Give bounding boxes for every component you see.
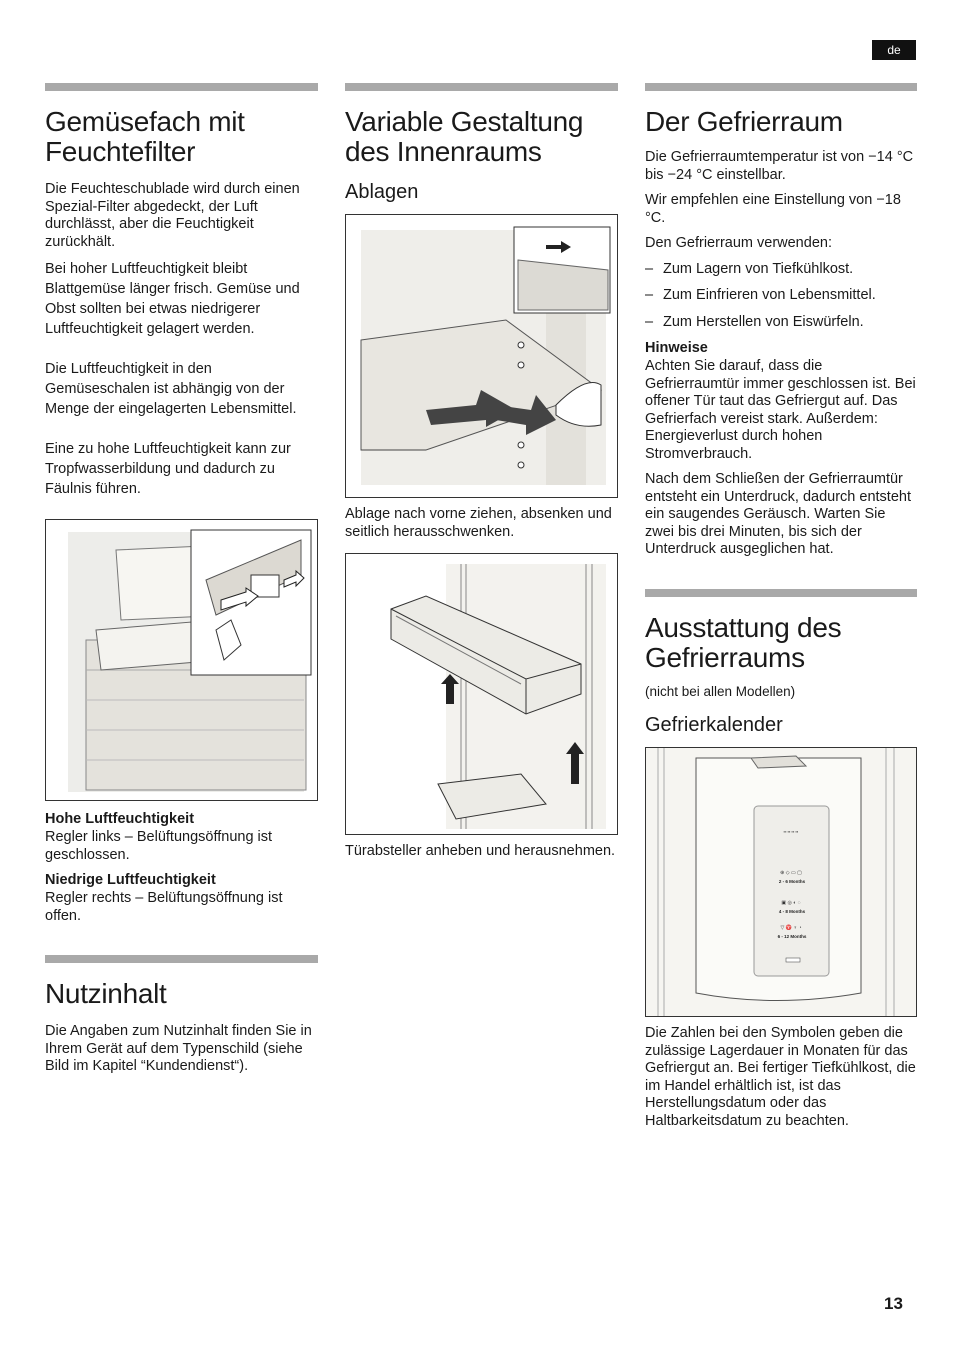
label-high-humidity: Hohe Luftfeuchtigkeit bbox=[45, 811, 195, 827]
section-title-vegetable-drawer: Gemüsefach mit Feuchtefilter bbox=[45, 106, 245, 167]
usage-list bbox=[645, 261, 917, 332]
note-models: (nicht bei allen Modellen) bbox=[645, 683, 796, 699]
paragraph: Wir empfehlen eine Einstellung von −18 °C. bbox=[645, 192, 901, 226]
paragraph: Eine zu hohe Luftfeuchtigkeit kann zur Tropfwasserbildung und dadurch zu Fäulnis führen. bbox=[45, 441, 291, 497]
svg-text:▪▪ ▪▪ ▪▪ ▪▪: ▪▪ ▪▪ ▪▪ ▪▪ bbox=[783, 829, 799, 834]
paragraph: Die Luftfeuchtigkeit in den Gemüseschalen ist abhängig von der Menge der eingelagerten Lebensmittel. bbox=[45, 361, 297, 417]
list-item: – Zum Lagern von Tiefkühlkost. bbox=[645, 261, 917, 279]
section-rule bbox=[345, 83, 618, 91]
list-item: – Zum Herstellen von Eiswürfeln. bbox=[645, 314, 917, 332]
language-badge: de bbox=[872, 40, 916, 60]
section-title-capacity: Nutzinhalt bbox=[45, 978, 167, 1009]
label-low-humidity: Niedrige Luftfeuchtigkeit bbox=[45, 872, 216, 888]
subtitle-freezer-calendar: Gefrierkalender bbox=[645, 714, 783, 736]
calendar-row-label: 6 - 12 Months bbox=[777, 934, 807, 939]
text-high-humidity: Regler links – Belüftungsöffnung ist geschlossen. bbox=[45, 829, 273, 863]
page-number: 13 bbox=[884, 1294, 903, 1313]
paragraph-calendar: Die Zahlen bei den Symbolen geben die zulässige Lagerdauer in Monaten für das Gefriergut an. Bei fertiger Tiefkühlkost, die im Handel erhältlich ist, ist das Herstellungsdatum oder das Haltbarkeitsdatum zu beachten. bbox=[645, 1025, 916, 1129]
paragraph: Die Feuchteschublade wird durch einen Spezial-Filter abgedeckt, der Luft durchlässt, aber die Feuchtigkeit zurückhält. bbox=[45, 181, 300, 250]
shelf-illustration bbox=[345, 214, 618, 498]
svg-text:⊕ ◇ ▭ ▢: ⊕ ◇ ▭ ▢ bbox=[780, 870, 802, 876]
door-rack-illustration bbox=[345, 553, 618, 835]
list-item: – Zum Einfrieren von Lebensmittel. bbox=[645, 287, 917, 305]
notes-label: Hinweise bbox=[645, 340, 708, 356]
section-rule bbox=[645, 83, 917, 91]
svg-text:▣ ◎ ◐ ◌: ▣ ◎ ◐ ◌ bbox=[781, 900, 801, 906]
vegetable-drawer-illustration bbox=[45, 519, 318, 801]
paragraph: Die Gefrierraumtemperatur ist von −14 °C bis −24 °C einstellbar. bbox=[645, 149, 914, 183]
section-title-freezer: Der Gefrierraum bbox=[645, 106, 843, 137]
section-title-interior-layout: Variable Gestaltung des Innenraums bbox=[345, 106, 584, 167]
paragraph: Die Angaben zum Nutzinhalt finden Sie in Ihrem Gerät auf dem Typenschild (siehe Bild im Kapitel “Kundendienst“). bbox=[45, 1023, 312, 1074]
column-vegetable-drawer bbox=[45, 83, 318, 1084]
section-title-freezer-equipment: Ausstattung des Gefrierraums bbox=[645, 611, 842, 673]
section-rule bbox=[45, 83, 318, 91]
svg-text:▽ ♈ ♆ ◔: ▽ ♈ ♆ ◔ bbox=[780, 925, 802, 931]
column-interior-layout bbox=[345, 83, 618, 869]
freezer-calendar-illustration bbox=[645, 747, 917, 1017]
note: Nach dem Schließen der Gefrierraumtür entsteht ein Unterdruck, dadurch entsteht ein saugendes Geräusch. Warten Sie zwei bis drei Minuten, bis sich der Unterdruck ausgeglichen hat. bbox=[645, 471, 911, 557]
calendar-row-label: 2 - 6 Months bbox=[778, 879, 806, 884]
paragraph: Den Gefrierraum verwenden: bbox=[645, 235, 832, 251]
column-freezer bbox=[645, 83, 917, 1138]
caption-shelf: Ablage nach vorne ziehen, absenken und seitlich herausschwenken. bbox=[345, 506, 612, 540]
section-rule bbox=[645, 589, 917, 597]
caption-door-rack: Türabsteller anheben und herausnehmen. bbox=[345, 843, 616, 859]
note: Achten Sie darauf, dass die Gefrierraumtür immer geschlossen ist. Bei offener Tür taut das Gefriergut auf. Das Gefrierfach vereist stark. Außerdem: Energieverlust durch hohen Stromverbrauch. bbox=[645, 358, 916, 462]
text-low-humidity: Regler rechts – Belüftungsöffnung ist offen. bbox=[45, 890, 283, 924]
subtitle-shelves: Ablagen bbox=[345, 181, 419, 203]
calendar-row-label: 4 - 8 Months bbox=[778, 909, 806, 914]
paragraph: Bei hoher Luftfeuchtigkeit bleibt Blattgemüse länger frisch. Gemüse und Obst sollten bei etwas niedrigerer Luftfeuchtigkeit gelagert werden. bbox=[45, 261, 300, 337]
section-rule bbox=[45, 955, 318, 963]
